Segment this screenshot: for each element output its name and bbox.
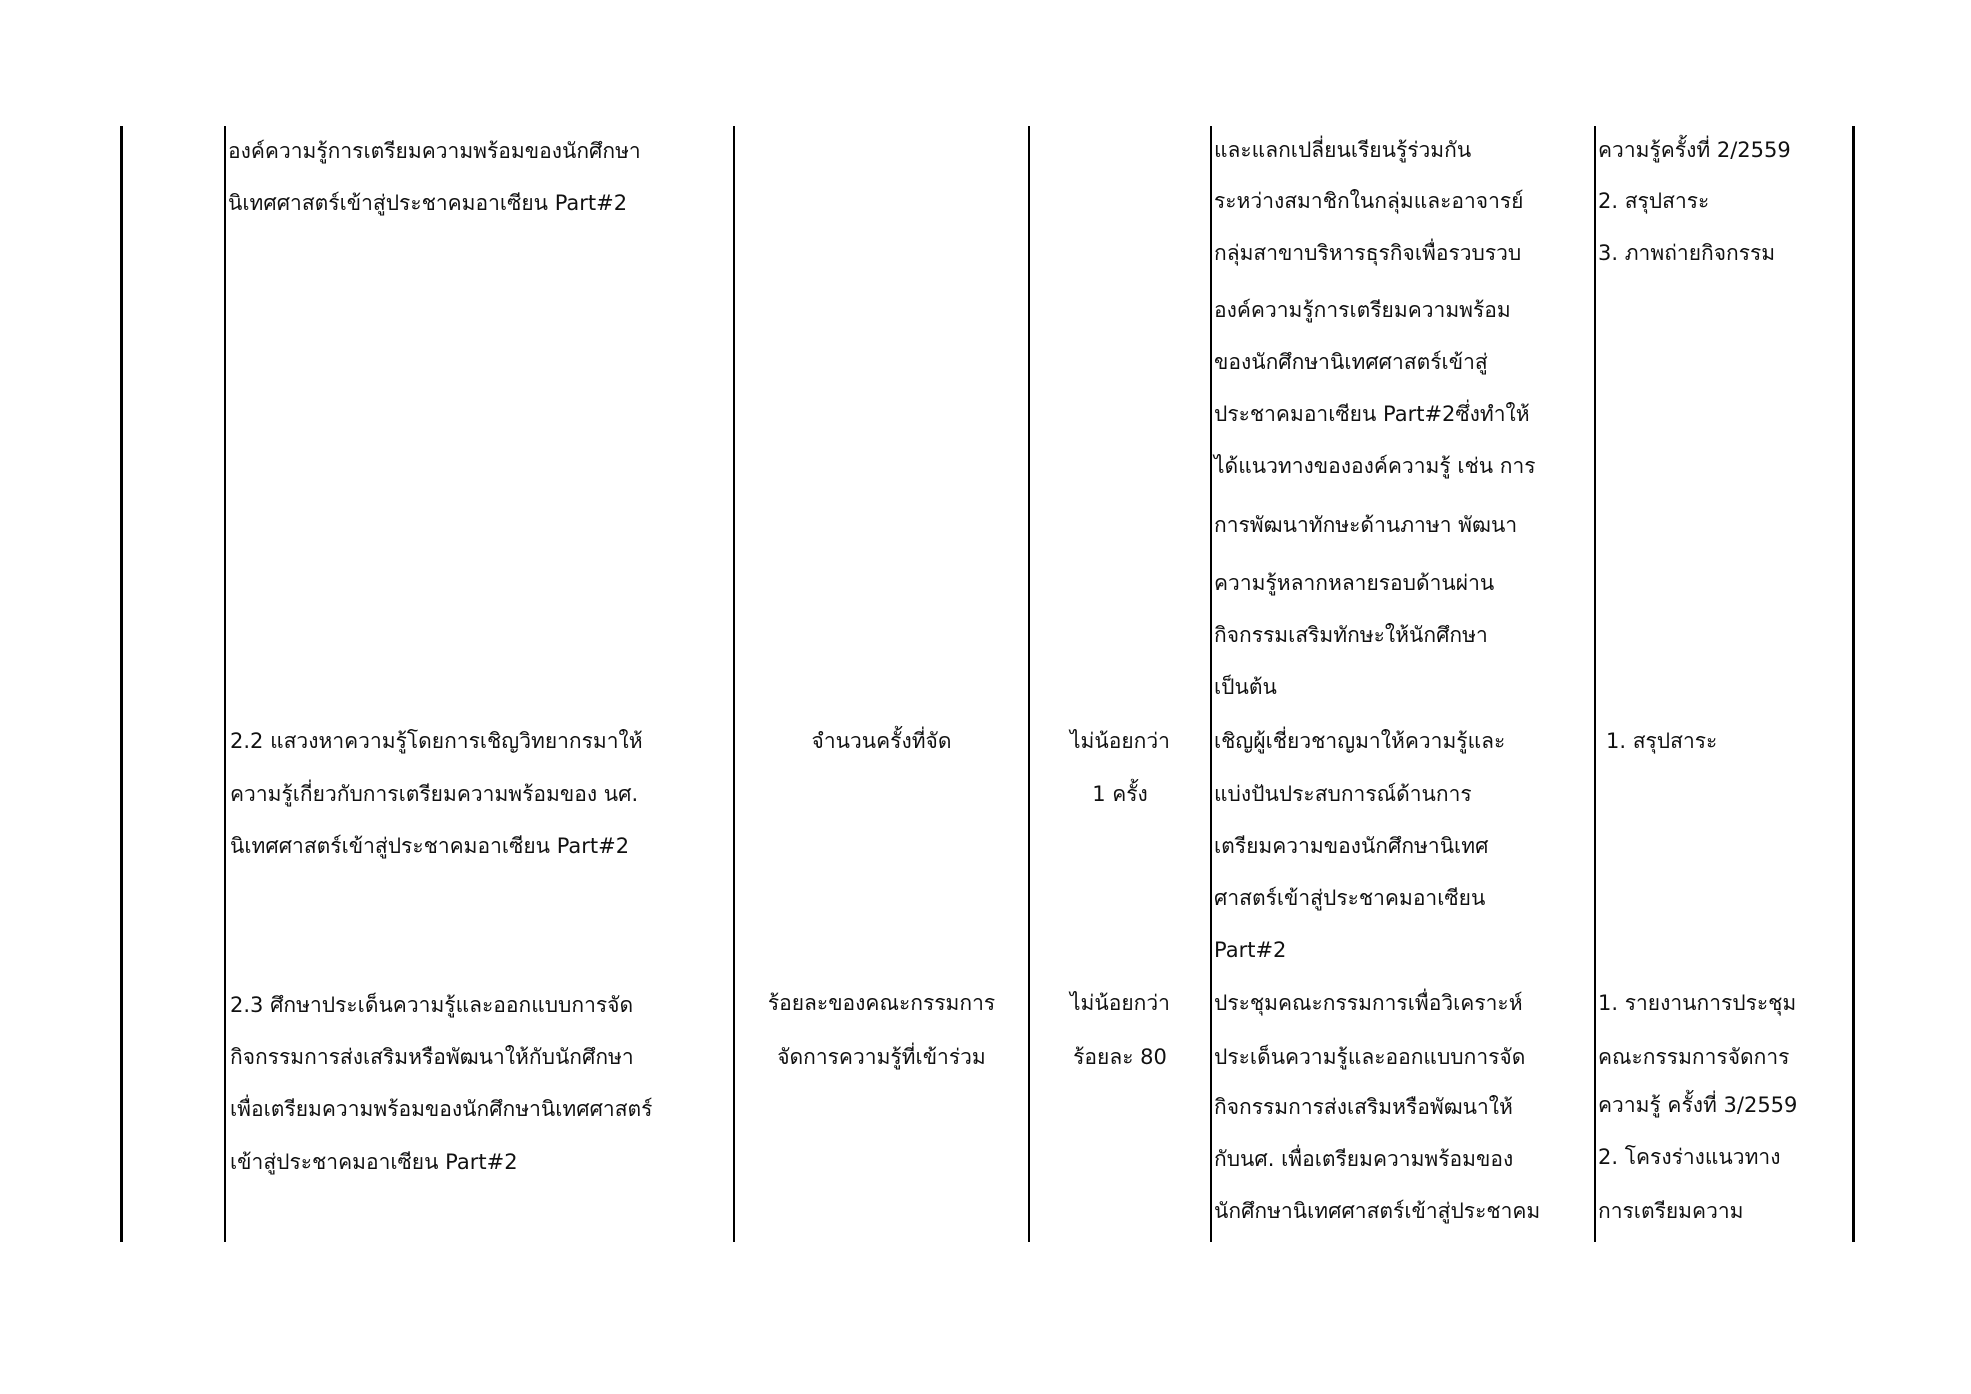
table-border-right — [1852, 126, 1855, 1242]
activity-text: 2.3 ศึกษาประเด็นความรู้และออกแบบการจัด — [230, 993, 634, 1017]
method-text: กลุ่มสาขาบริหารธุรกิจเพื่อรวบรวบ — [1214, 241, 1522, 265]
column-divider-2 — [733, 126, 735, 1242]
column-divider-1 — [224, 126, 226, 1242]
method-text: ระหว่างสมาชิกในกลุ่มและอาจารย์ — [1214, 189, 1524, 213]
evidence-text: 3. ภาพถ่ายกิจกรรม — [1598, 241, 1776, 265]
column-divider-3 — [1028, 126, 1030, 1242]
method-text: กับนศ. เพื่อเตรียมความพร้อมของ — [1214, 1147, 1514, 1171]
column-divider-5 — [1594, 126, 1596, 1242]
method-text: นักศึกษานิเทศศาสตร์เข้าสู่ประชาคม — [1214, 1199, 1541, 1223]
activity-text: กิจกรรมการส่งเสริมหรือพัฒนาให้กับนักศึกษา — [230, 1045, 634, 1069]
method-text: Part#2 — [1214, 938, 1287, 962]
method-text: และแลกเปลี่ยนเรียนรู้ร่วมกัน — [1214, 138, 1472, 162]
evidence-text: 1. รายงานการประชุม — [1598, 991, 1797, 1015]
method-text: ประชุมคณะกรรมการเพื่อวิเคราะห์ — [1214, 991, 1523, 1015]
target-text: ร้อยละ 80 — [1073, 1045, 1167, 1069]
method-text: กิจกรรมเสริมทักษะให้นักศึกษา — [1214, 623, 1488, 647]
method-text: กิจกรรมการส่งเสริมหรือพัฒนาให้ — [1214, 1095, 1513, 1119]
method-text: แบ่งปันประสบการณ์ด้านการ — [1214, 782, 1472, 806]
evidence-text: คณะกรรมการจัดการ — [1598, 1045, 1790, 1069]
method-text: ประชาคมอาเซียน Part#2ซึ่งทำให้ — [1214, 402, 1530, 426]
method-text: ศาสตร์เข้าสู่ประชาคมอาเซียน — [1214, 886, 1486, 910]
indicator-text: ร้อยละของคณะกรรมการ — [767, 991, 996, 1015]
target-text: ไม่น้อยกว่า — [1070, 991, 1170, 1015]
method-text: เตรียมความของนักศึกษานิเทศ — [1214, 834, 1489, 858]
indicator-text: จัดการความรู้ที่เข้าร่วม — [777, 1045, 986, 1069]
evidence-text: การเตรียมความ — [1598, 1199, 1744, 1223]
evidence-text: ความรู้ครั้งที่ 2/2559 — [1598, 138, 1791, 162]
method-text: การพัฒนาทักษะด้านภาษา พัฒนา — [1214, 513, 1518, 537]
activity-text: นิเทศศาสตร์เข้าสู่ประชาคมอาเซียน Part#2 — [230, 834, 630, 858]
evidence-text: 1. สรุปสาระ — [1606, 729, 1718, 753]
method-text: ได้แนวทางขององค์ความรู้ เช่น การ — [1214, 454, 1536, 478]
activity-text: องค์ความรู้การเตรียมความพร้อมของนักศึกษา — [228, 139, 641, 163]
target-text: 1 ครั้ง — [1092, 782, 1148, 806]
indicator-text: จำนวนครั้งที่จัด — [811, 729, 952, 753]
activity-text: นิเทศศาสตร์เข้าสู่ประชาคมอาเซียน Part#2 — [228, 191, 628, 215]
target-text: ไม่น้อยกว่า — [1070, 729, 1170, 753]
method-text: ของนักศึกษานิเทศศาสตร์เข้าสู่ — [1214, 350, 1488, 374]
activity-text: ความรู้เกี่ยวกับการเตรียมความพร้อมของ นศ. — [230, 782, 639, 806]
activity-text: เพื่อเตรียมความพร้อมของนักศึกษานิเทศศาสตร์ — [230, 1097, 653, 1121]
evidence-text: ความรู้ ครั้งที่ 3/2559 — [1598, 1093, 1798, 1117]
method-text: เชิญผู้เชี่ยวชาญมาให้ความรู้และ — [1214, 729, 1506, 753]
evidence-text: 2. โครงร่างแนวทาง — [1598, 1145, 1781, 1169]
method-text: ประเด็นความรู้และออกแบบการจัด — [1214, 1045, 1526, 1069]
table-border-left — [120, 126, 123, 1242]
method-text: องค์ความรู้การเตรียมความพร้อม — [1214, 298, 1511, 322]
evidence-text: 2. สรุปสาระ — [1598, 189, 1710, 213]
activity-text: เข้าสู่ประชาคมอาเซียน Part#2 — [230, 1150, 518, 1174]
method-text: ความรู้หลากหลายรอบด้านผ่าน — [1214, 571, 1495, 595]
column-divider-4 — [1210, 126, 1212, 1242]
activity-text: 2.2 แสวงหาความรู้โดยการเชิญวิทยากรมาให้ — [230, 729, 643, 753]
method-text: เป็นต้น — [1214, 675, 1277, 699]
